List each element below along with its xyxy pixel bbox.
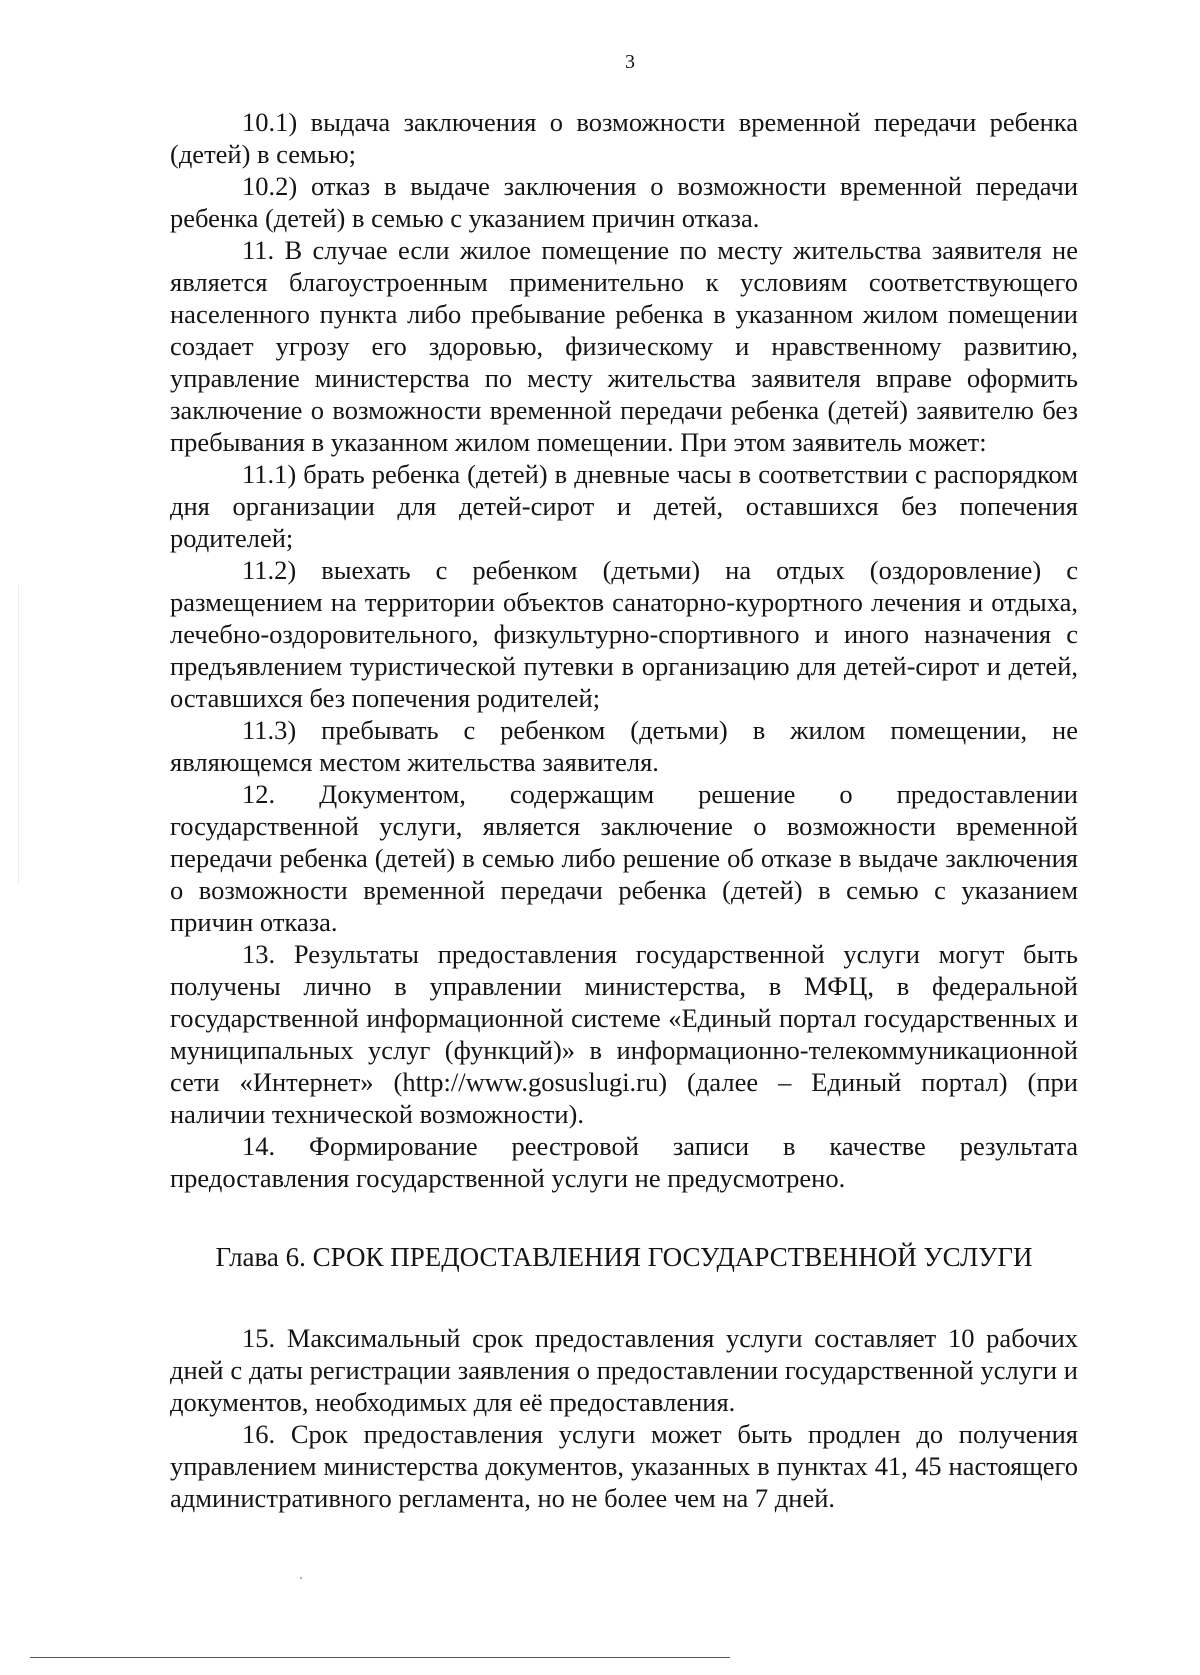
paragraph-13: 13. Результаты предоставления государственной услуги могут быть получены лично в управлении министерства, в МФЦ, в федеральной государственной информационной системе «Единый портал государственных и муниципальных услуг (функций)» в информационно-телекоммуникационной сети «Интернет» (http://www.gosuslugi.ru) (далее – Единый портал) (при наличии технической возможности). [170,939,1078,1129]
bottom-rule [30,1657,730,1658]
paragraph-11: 11. В случае если жилое помещение по месту жительства заявителя не является благоустроенным применительно к условиям соответствующего населенного пункта либо пребывание ребенка в указанном жилом помещении создает угрозу его здоровью, физическому и нравственному развитию, управление министерства по месту жительства заявителя вправе оформить заключение о возможности временной передачи ребенка (детей) заявителю без пребывания в указанном жилом помещении. При этом заявитель может: [170,235,1078,457]
paragraph-14: 14. Формирование реестровой записи в качестве результата предоставления государственной услуги не предусмотрено. [170,1131,1078,1193]
paragraph-11-2: 11.2) выехать с ребенком (детьми) на отдых (оздоровление) с размещением на территории объектов санаторно-курортного лечения и отдыха, лечебно-оздоровительного, физкультурно-спортивного и иного назначения с предъявлением туристической путевки в организацию для детей-сирот и детей, оставшихся без попечения родителей; [170,555,1078,713]
paragraph-15: 15. Максимальный срок предоставления услуги составляет 10 рабочих дней с даты регистрации заявления о предоставлении государственной услуги и документов, необходимых для её предоставления. [170,1323,1078,1417]
paragraph-10-1: 10.1) выдача заключения о возможности временной передачи ребенка (детей) в семью; [170,107,1078,169]
paragraph-11-1: 11.1) брать ребенка (детей) в дневные часы в соответствии с распорядком дня организации для детей-сирот и детей, оставшихся без попечения родителей; [170,459,1078,553]
paragraph-10-2: 10.2) отказ в выдаче заключения о возможности временной передачи ребенка (детей) в семью с указанием причин отказа. [170,171,1078,233]
scan-dot [300,1577,302,1579]
scan-artifact-line [18,585,19,885]
paragraph-12: 12. Документом, содержащим решение о предоставлении государственной услуги, является заключение о возможности временной передачи ребенка (детей) в семью либо решение об отказе в выдаче заключения о возможности временной передачи ребенка (детей) в семью с указанием причин отказа. [170,779,1078,937]
paragraph-16: 16. Срок предоставления услуги может быть продлен до получения управлением министерства документов, указанных в пунктах 41, 45 настоящего административного регламента, но не более чем на 7 дней. [170,1419,1078,1513]
chapter-heading: Глава 6. СРОК ПРЕДОСТАВЛЕНИЯ ГОСУДАРСТВЕННОЙ УСЛУГИ [215,1242,1033,1272]
document-body [170,106,1078,1514]
page-number: 3 [625,51,635,73]
paragraph-11-3: 11.3) пребывать с ребенком (детьми) в жилом помещении, не являющемся местом жительства заявителя. [170,715,1078,777]
